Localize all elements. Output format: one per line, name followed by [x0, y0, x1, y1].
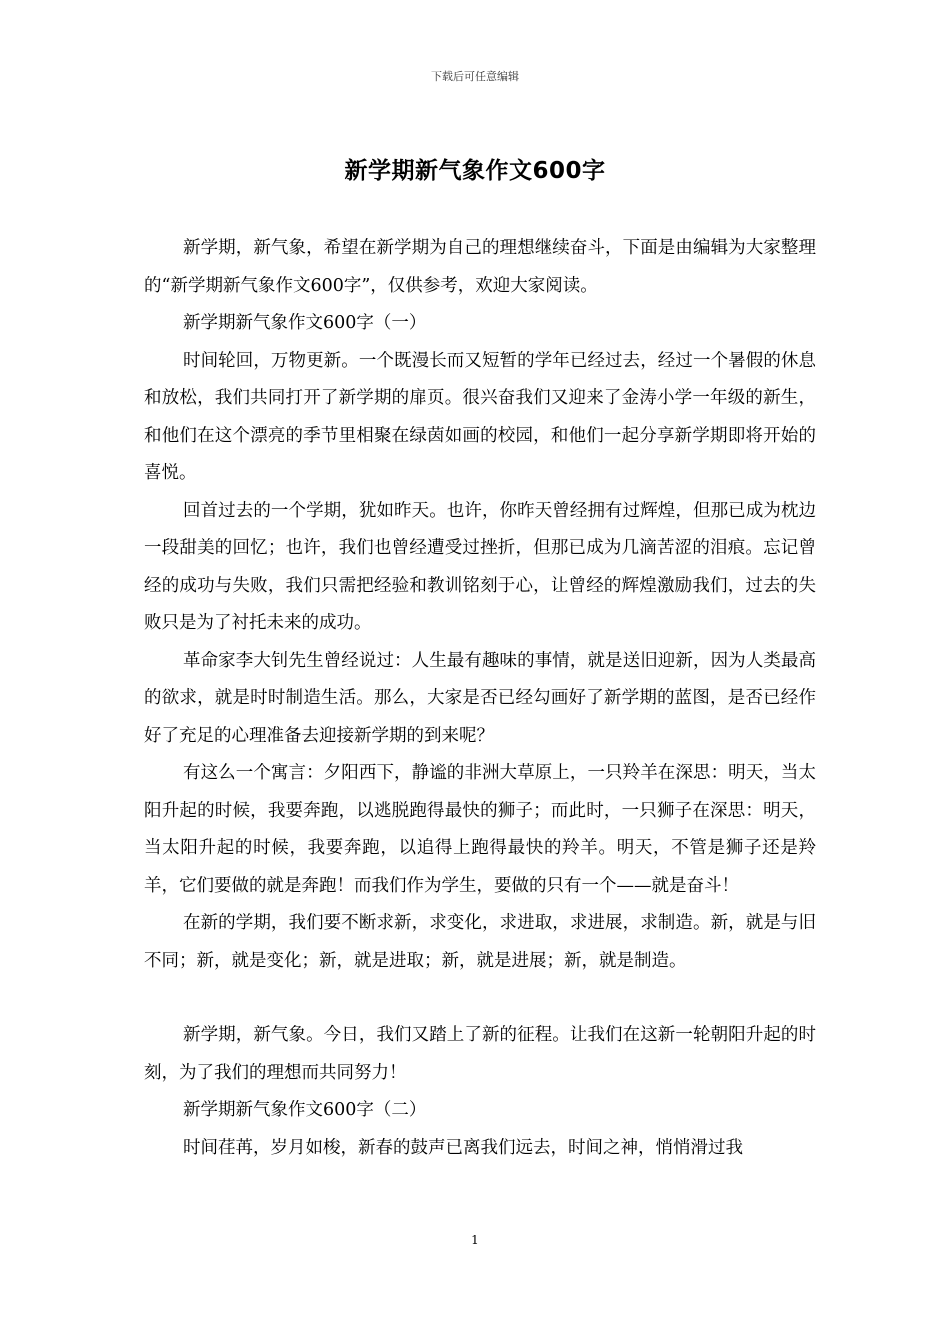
body-paragraph: 革命家李大钊先生曾经说过：人生最有趣味的事情，就是送旧迎新，因为人类最高的欲求，就是时时制造生活。那么，大家是否已经勾画好了新学期的蓝图，是否已经作好了充足的心理准备去迎接新学期的到来呢？ [144, 650, 816, 746]
page-header-note: 下载后可任意编辑 [431, 70, 519, 83]
document-title: 新学期新气象作文600字 [344, 158, 606, 184]
page-number: 1 [471, 1233, 479, 1247]
section-heading-one: 新学期新气象作文600字（一） [183, 313, 427, 333]
body-paragraph: 新学期，新气象。今日，我们又踏上了新的征程。让我们在这新一轮朝阳升起的时刻，为了我们的理想而共同努力！ [144, 1025, 816, 1083]
body-paragraph: 时间荏苒，岁月如梭，新春的鼓声已离我们远去，时间之神，悄悄滑过我 [183, 1137, 743, 1158]
body-paragraph: 有这么一个寓言：夕阳西下，静谧的非洲大草原上，一只羚羊在深思：明天，当太阳升起的时候，我要奔跑，以逃脱跑得最快的狮子；而此时，一只狮子在深思：明天，当太阳升起的时候，我要奔跑，以追得上跑得最快的羚羊。明天，不管是狮子还是羚羊，它们要做的就是奔跑！而我们作为学生，要做的只有一个——就是奋斗！ [144, 763, 816, 896]
section-heading-two: 新学期新气象作文600字（二） [183, 1100, 427, 1120]
paragraph-spacer [144, 980, 816, 1017]
body-paragraph: 时间轮回，万物更新。一个既漫长而又短暂的学年已经过去，经过一个暑假的休息和放松，我们共同打开了新学期的扉页。很兴奋我们又迎来了金涛小学一年级的新生，和他们在这个漂亮的季节里相聚在绿茵如画的校园，和他们一起分享新学期即将开始的喜悦。 [144, 350, 816, 483]
body-paragraph: 在新的学期，我们要不断求新，求变化，求进取，求进展，求制造。新，就是与旧不同；新，就是变化；新，就是进取；新，就是进展；新，就是制造。 [144, 913, 816, 971]
document-body [144, 230, 816, 1167]
body-paragraph: 回首过去的一个学期，犹如昨天。也许，你昨天曾经拥有过辉煌，但那已成为枕边一段甜美的回忆；也许，我们也曾经遭受过挫折，但那已成为几滴苦涩的泪痕。忘记曾经的成功与失败，我们只需把经验和教训铭刻于心，让曾经的辉煌激励我们，过去的失败只是为了衬托未来的成功。 [144, 500, 816, 633]
intro-paragraph: 新学期，新气象，希望在新学期为自己的理想继续奋斗，下面是由编辑为大家整理的“新学期新气象作文600字”，仅供参考，欢迎大家阅读。 [144, 238, 816, 296]
